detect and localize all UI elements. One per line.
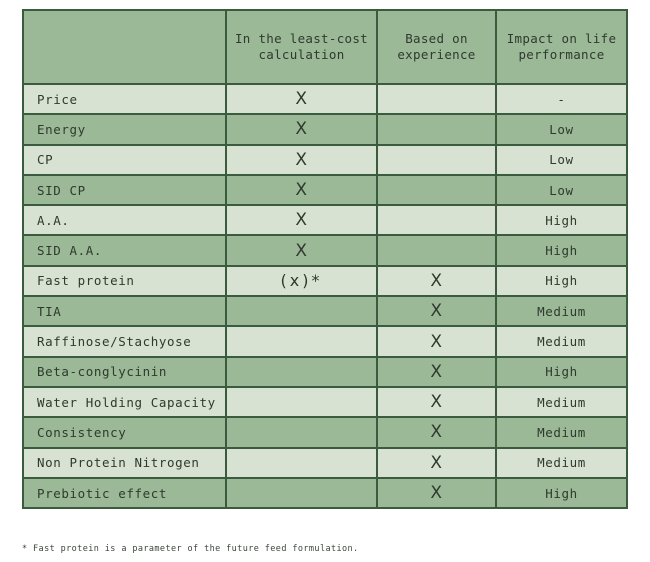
impact-value: High — [496, 478, 627, 508]
experience-mark: X — [377, 266, 496, 296]
impact-value: Low — [496, 145, 627, 175]
least-cost-mark: X — [226, 235, 377, 265]
row-label: Water Holding Capacity — [23, 387, 226, 417]
experience-mark: X — [377, 357, 496, 387]
impact-value: Medium — [496, 296, 627, 326]
impact-value: High — [496, 235, 627, 265]
impact-value: High — [496, 266, 627, 296]
experience-mark: X — [377, 326, 496, 356]
impact-value: High — [496, 357, 627, 387]
table-row — [23, 478, 627, 508]
impact-value: Low — [496, 175, 627, 205]
impact-value: Low — [496, 114, 627, 144]
least-cost-mark — [226, 448, 377, 478]
impact-value: High — [496, 205, 627, 235]
row-label: Fast protein — [23, 266, 226, 296]
table-row — [23, 145, 627, 175]
table-row — [23, 205, 627, 235]
table-row — [23, 417, 627, 447]
least-cost-mark — [226, 387, 377, 417]
least-cost-mark — [226, 478, 377, 508]
table-row — [23, 114, 627, 144]
table-row — [23, 266, 627, 296]
table-row — [23, 326, 627, 356]
impact-value: Medium — [496, 448, 627, 478]
row-label: Energy — [23, 114, 226, 144]
row-label: Consistency — [23, 417, 226, 447]
header-parameter — [23, 10, 226, 84]
impact-value: Medium — [496, 326, 627, 356]
experience-mark — [377, 205, 496, 235]
header-least-cost: In the least-cost calculation — [226, 10, 377, 84]
impact-value: Medium — [496, 417, 627, 447]
parameter-table — [22, 9, 628, 509]
least-cost-mark: X — [226, 145, 377, 175]
row-label: TIA — [23, 296, 226, 326]
least-cost-mark — [226, 357, 377, 387]
table-row — [23, 235, 627, 265]
least-cost-mark: X — [226, 84, 377, 114]
experience-mark — [377, 145, 496, 175]
least-cost-mark — [226, 326, 377, 356]
row-label: Price — [23, 84, 226, 114]
experience-mark: X — [377, 417, 496, 447]
table-row — [23, 175, 627, 205]
row-label: Raffinose/Stachyose — [23, 326, 226, 356]
least-cost-mark: X — [226, 175, 377, 205]
row-label: Non Protein Nitrogen — [23, 448, 226, 478]
experience-mark — [377, 235, 496, 265]
experience-mark: X — [377, 387, 496, 417]
row-label: SID A.A. — [23, 235, 226, 265]
footnote: * Fast protein is a parameter of the future feed formulation. — [22, 544, 359, 554]
experience-mark: X — [377, 296, 496, 326]
comparison-table-wrapper — [22, 9, 626, 509]
row-label: CP — [23, 145, 226, 175]
header-impact: Impact on life performance — [496, 10, 627, 84]
row-label: Beta-conglycinin — [23, 357, 226, 387]
least-cost-mark: X — [226, 114, 377, 144]
table-row — [23, 387, 627, 417]
impact-value: Medium — [496, 387, 627, 417]
least-cost-mark: (x)* — [226, 266, 377, 296]
row-label: A.A. — [23, 205, 226, 235]
row-label: Prebiotic effect — [23, 478, 226, 508]
header-experience: Based on experience — [377, 10, 496, 84]
least-cost-mark — [226, 296, 377, 326]
header-row — [23, 10, 627, 84]
experience-mark: X — [377, 478, 496, 508]
impact-value: - — [496, 84, 627, 114]
least-cost-mark — [226, 417, 377, 447]
table-row — [23, 84, 627, 114]
experience-mark — [377, 114, 496, 144]
row-label: SID CP — [23, 175, 226, 205]
table-body — [23, 84, 627, 508]
experience-mark: X — [377, 448, 496, 478]
table-row — [23, 448, 627, 478]
experience-mark — [377, 175, 496, 205]
experience-mark — [377, 84, 496, 114]
table-row — [23, 296, 627, 326]
least-cost-mark: X — [226, 205, 377, 235]
table-row — [23, 357, 627, 387]
